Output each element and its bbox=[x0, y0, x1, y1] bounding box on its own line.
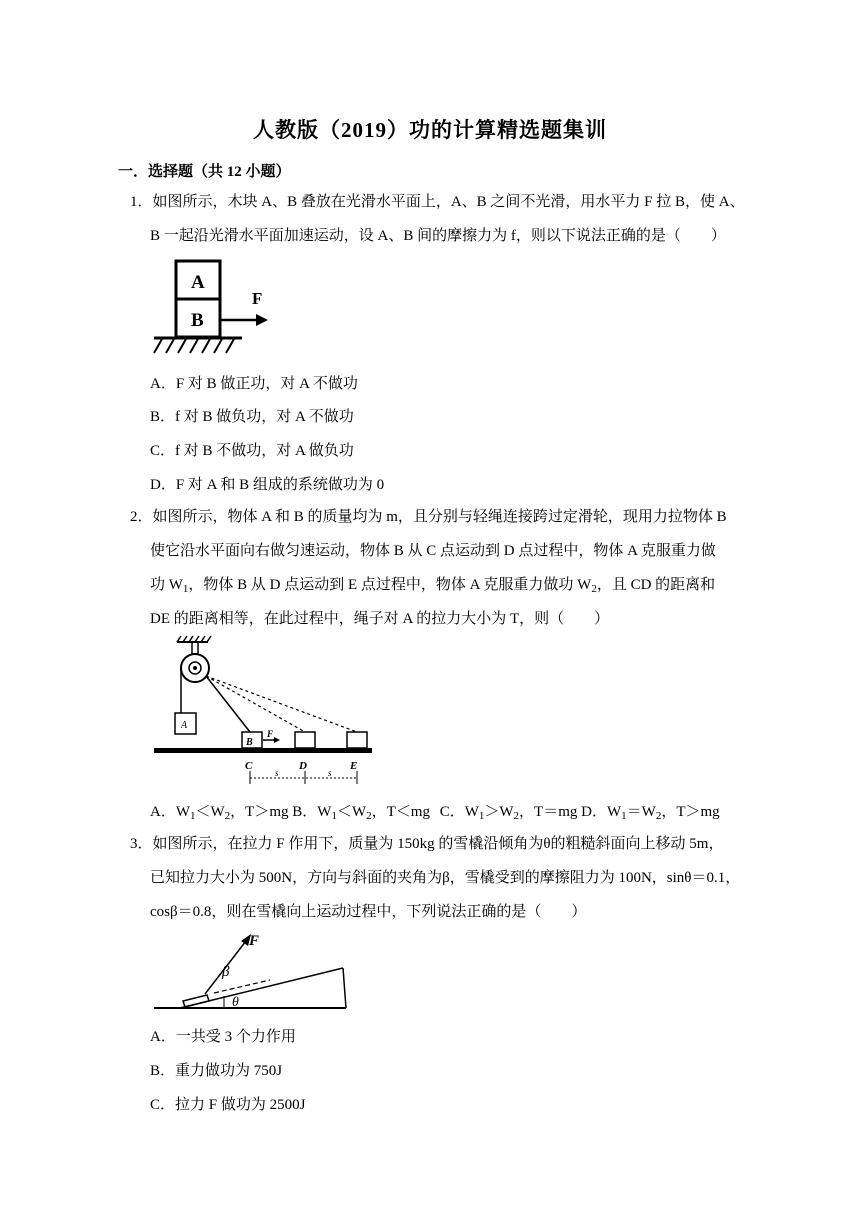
label-d: D bbox=[299, 760, 307, 772]
label-e: E bbox=[350, 760, 358, 772]
block-d bbox=[295, 732, 315, 748]
ground bbox=[154, 748, 372, 753]
force-label: F bbox=[252, 289, 263, 308]
block-a-label: A bbox=[181, 720, 188, 731]
q3-option-a[interactable]: A．一共受 3 个力作用 bbox=[150, 1029, 296, 1045]
block-a-label: A bbox=[191, 272, 205, 293]
q2-stem-line1: 2．如图所示，物体 A 和 B 的质量均为 m，且分别与轻绳连接跨过定滑轮，现用力拉物体 B bbox=[130, 509, 727, 525]
q1-option-c[interactable]: C．f 对 B 不做功，对 A 做负功 bbox=[150, 443, 354, 459]
q2-options-row bbox=[150, 800, 720, 821]
label-s2: s bbox=[328, 768, 332, 778]
sled bbox=[183, 995, 209, 1007]
q2-option-c[interactable]: C．$W_1>W_2$，T＝mg bbox=[439, 804, 578, 822]
block-e bbox=[347, 732, 367, 748]
label-s1: s bbox=[275, 768, 279, 778]
q1-stem-line2: B 一起沿光滑水平面加速运动，设 A、B 间的摩擦力为 f，则以下说法正确的是（ ） bbox=[150, 228, 726, 244]
q2-option-b[interactable]: B．$W_1<W_2$，T＜mg bbox=[292, 804, 430, 822]
q3-stem-line3: cosβ＝0.8，则在雪橇向上运动过程中，下列说法正确的是（ ） bbox=[150, 904, 587, 920]
q1-option-d[interactable]: D．F 对 A 和 B 组成的系统做功为 0 bbox=[150, 477, 385, 493]
q3-option-c[interactable]: C．拉力 F 做功为 2500J bbox=[150, 1097, 306, 1113]
q3-stem-line1: 3．如图所示，在拉力 F 作用下，质量为 150kg 的雪橇沿倾角为θ的粗糙斜面向上移动 5m， bbox=[130, 836, 724, 852]
label-c: C bbox=[245, 760, 253, 772]
q3-stem-line2: 已知拉力大小为 500N，方向与斜面的夹角为β，雪橇受到的摩擦阻力为 100N，sinθ＝0.1， bbox=[150, 870, 741, 886]
q3-figure bbox=[150, 928, 350, 1012]
page-title: 人教版（2019）功的计算精选题集训 bbox=[253, 118, 607, 142]
force-label: F bbox=[249, 933, 260, 949]
q1-option-a[interactable]: A．F 对 B 做正功，对 A 不做功 bbox=[150, 376, 358, 392]
theta-label: θ bbox=[232, 995, 239, 1010]
q2-option-a[interactable]: A．$W_1<W_2$，T＞mg bbox=[150, 804, 289, 822]
section-heading: 一．选择题（共 12 小题） bbox=[118, 164, 291, 180]
q1-figure bbox=[148, 256, 263, 356]
q2-figure bbox=[150, 636, 380, 786]
force-arrow bbox=[256, 314, 268, 326]
q2-stem-line3: 功 $W_1$，物体 B 从 D 点运动到 E 点过程中，物体 A 克服重力做功 $W_2$，且 CD 的距离和 bbox=[150, 577, 716, 595]
q2-stem-line2: 使它沿水平面向右做匀速运动，物体 B 从 C 点运动到 D 点过程中，物体 A 克服重力做 bbox=[150, 543, 716, 559]
beta-label: β bbox=[222, 964, 230, 980]
q1-stem-line1: 1．如图所示，木块 A、B 叠放在光滑水平面上，A、B 之间不光滑，用水平力 F 拉 B，使 A、 bbox=[130, 194, 745, 210]
q1-option-b[interactable]: B．f 对 B 做负功，对 A 不做功 bbox=[150, 409, 354, 425]
q2-option-d[interactable]: D．$W_1=W_2$，T＞mg bbox=[581, 804, 720, 822]
block-b-label: B bbox=[191, 310, 204, 331]
q3-option-b[interactable]: B．重力做功为 750J bbox=[150, 1063, 283, 1079]
force-label: F bbox=[267, 729, 274, 739]
q2-stem-line4: DE 的距离相等，在此过程中，绳子对 A 的拉力大小为 T，则（ ） bbox=[150, 611, 610, 627]
block-b-label: B bbox=[246, 737, 253, 748]
